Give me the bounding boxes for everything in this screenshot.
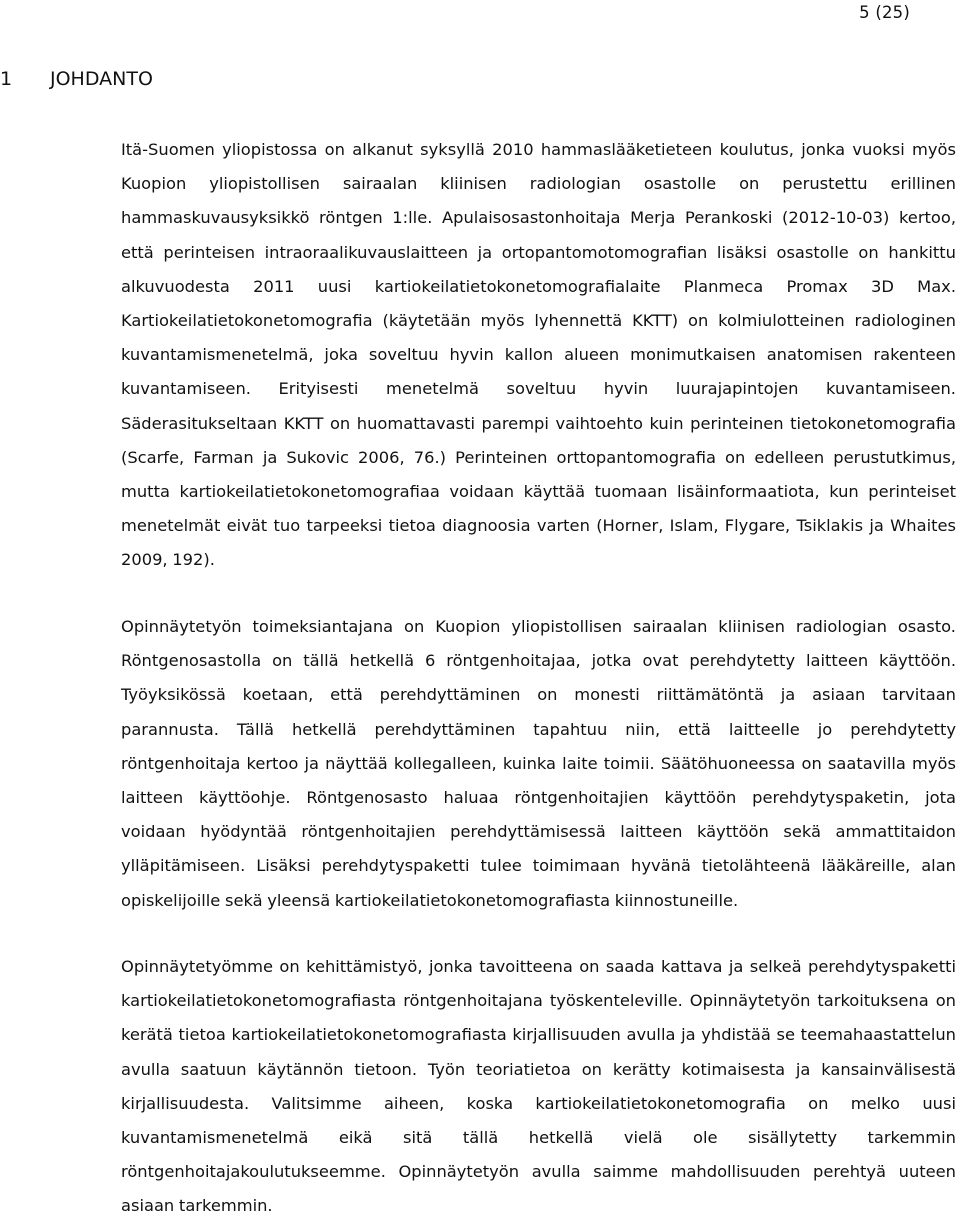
- text-line: Kartiokeilatietokonetomografia (käytetään myös lyhennettä KKTT) on kolmiulotteinen radiologinen: [121, 311, 956, 331]
- paragraph-objective: [121, 950, 956, 1224]
- text-line: ylläpitämiseen. Lisäksi perehdytyspaketti tulee toimimaan hyvänä tietolähteenä lääkäreille, alan: [121, 856, 956, 876]
- page-number: 5 (25): [859, 3, 910, 22]
- text-line: laitteen käyttöohje. Röntgenosasto haluaa röntgenhoitajien käyttöön perehdytyspaketin, jota: [121, 788, 956, 808]
- paragraph-introduction: [121, 133, 956, 578]
- text-line: asiaan tarkemmin.: [121, 1196, 273, 1216]
- text-line: Röntgenosastolla on tällä hetkellä 6 röntgenhoitajaa, jotka ovat perehdytetty laitteen käyttöön.: [121, 651, 956, 671]
- text-line: alkuvuodesta 2011 uusi kartiokeilatietokonetomografialaite Planmeca Promax 3D Max.: [121, 276, 956, 296]
- text-line: röntgenhoitajakoulutukseemme. Opinnäytetyön avulla saimme mahdollisuuden perehtyä uuteen: [121, 1162, 956, 1182]
- text-line: kuvantamismenetelmä, joka soveltuu hyvin kallon alueen monimutkaisen anatomisen rakenteen: [121, 345, 956, 365]
- text-line: (Scarfe, Farman ja Sukovic 2006, 76.) Perinteinen orttopantomografia on edelleen perustutkimus,: [121, 447, 956, 467]
- text-line: kuvantamiseen. Erityisesti menetelmä soveltuu hyvin luurajapintojen kuvantamiseen.: [121, 379, 956, 399]
- text-line: Opinnäytetyömme on kehittämistyö, jonka tavoitteena on saada kattava ja selkeä perehdytyspaketti: [121, 957, 956, 976]
- text-line: kuvantamismenetelmä eikä sitä tällä hetkellä vielä ole sisällytetty tarkemmin: [121, 1128, 956, 1148]
- text-line: Kuopion yliopistollisen sairaalan kliinisen radiologian osastolle on perustettu erillinen: [121, 174, 956, 194]
- text-line: hammaskuvausyksikkö röntgen 1:lle. Apulaisosastonhoitaja Merja Perankoski (2012-10-03) kertoo,: [121, 208, 956, 228]
- paragraph-commissioner: [121, 610, 956, 918]
- text-line: menetelmät eivät tuo tarpeeksi tietoa diagnoosia varten (Horner, Islam, Flygare, Tsiklakis ja Whaites: [121, 516, 956, 536]
- text-line: kirjallisuudesta. Valitsimme aiheen, koska kartiokeilatietokonetomografia on melko uusi: [121, 1093, 956, 1113]
- chapter-heading: [0, 67, 153, 91]
- text-line: opiskelijoille sekä yleensä kartiokeilatietokonetomografiasta kiinnostuneille.: [121, 890, 739, 910]
- chapter-title: JOHDANTO: [50, 68, 153, 90]
- text-line: Opinnäytetyön toimeksiantajana on Kuopion yliopistollisen sairaalan kliinisen radiologian osasto.: [121, 617, 956, 636]
- text-line: mutta kartiokeilatietokonetomografiaa voidaan käyttää tuomaan lisäinformaatiota, kun perinteiset: [121, 482, 956, 502]
- text-line: kerätä tietoa kartiokeilatietokonetomografiasta kirjallisuuden avulla ja yhdistää se teemahaastattelun: [121, 1025, 956, 1045]
- text-line: että perinteisen intraoraalikuvauslaitteen ja ortopantomotomografian lisäksi osastolle on hankittu: [121, 242, 956, 262]
- text-line: röntgenhoitaja kertoo ja näyttää kollegalleen, kuinka laite toimii. Säätöhuoneessa on saatavilla myös: [121, 753, 956, 773]
- text-line: Itä-Suomen yliopistossa on alkanut syksyllä 2010 hammaslääketieteen koulutus, jonka vuoksi myös: [121, 140, 956, 159]
- text-line: Työyksikössä koetaan, että perehdyttäminen on monesti riittämätöntä ja asiaan tarvitaan: [121, 685, 956, 705]
- text-line: Säderasitukseltaan KKTT on huomattavasti parempi vaihtoehto kuin perinteinen tietokonetomografia: [121, 413, 956, 433]
- text-line: parannusta. Tällä hetkellä perehdyttäminen tapahtuu niin, että laitteelle jo perehdytetty: [121, 719, 956, 739]
- text-line: avulla saatuun käytännön tietoon. Työn teoriatietoa on kerätty kotimaisesta ja kansainvälisestä: [121, 1059, 956, 1079]
- text-line: 2009, 192).: [121, 550, 215, 570]
- text-line: kartiokeilatietokonetomografiasta röntgenhoitajana työskenteleville. Opinnäytetyön tarkoituksena on: [121, 991, 956, 1011]
- chapter-number: 1: [0, 68, 13, 90]
- text-line: voidaan hyödyntää röntgenhoitajien perehdyttämisessä laitteen käyttöön sekä ammattitaidon: [121, 822, 956, 842]
